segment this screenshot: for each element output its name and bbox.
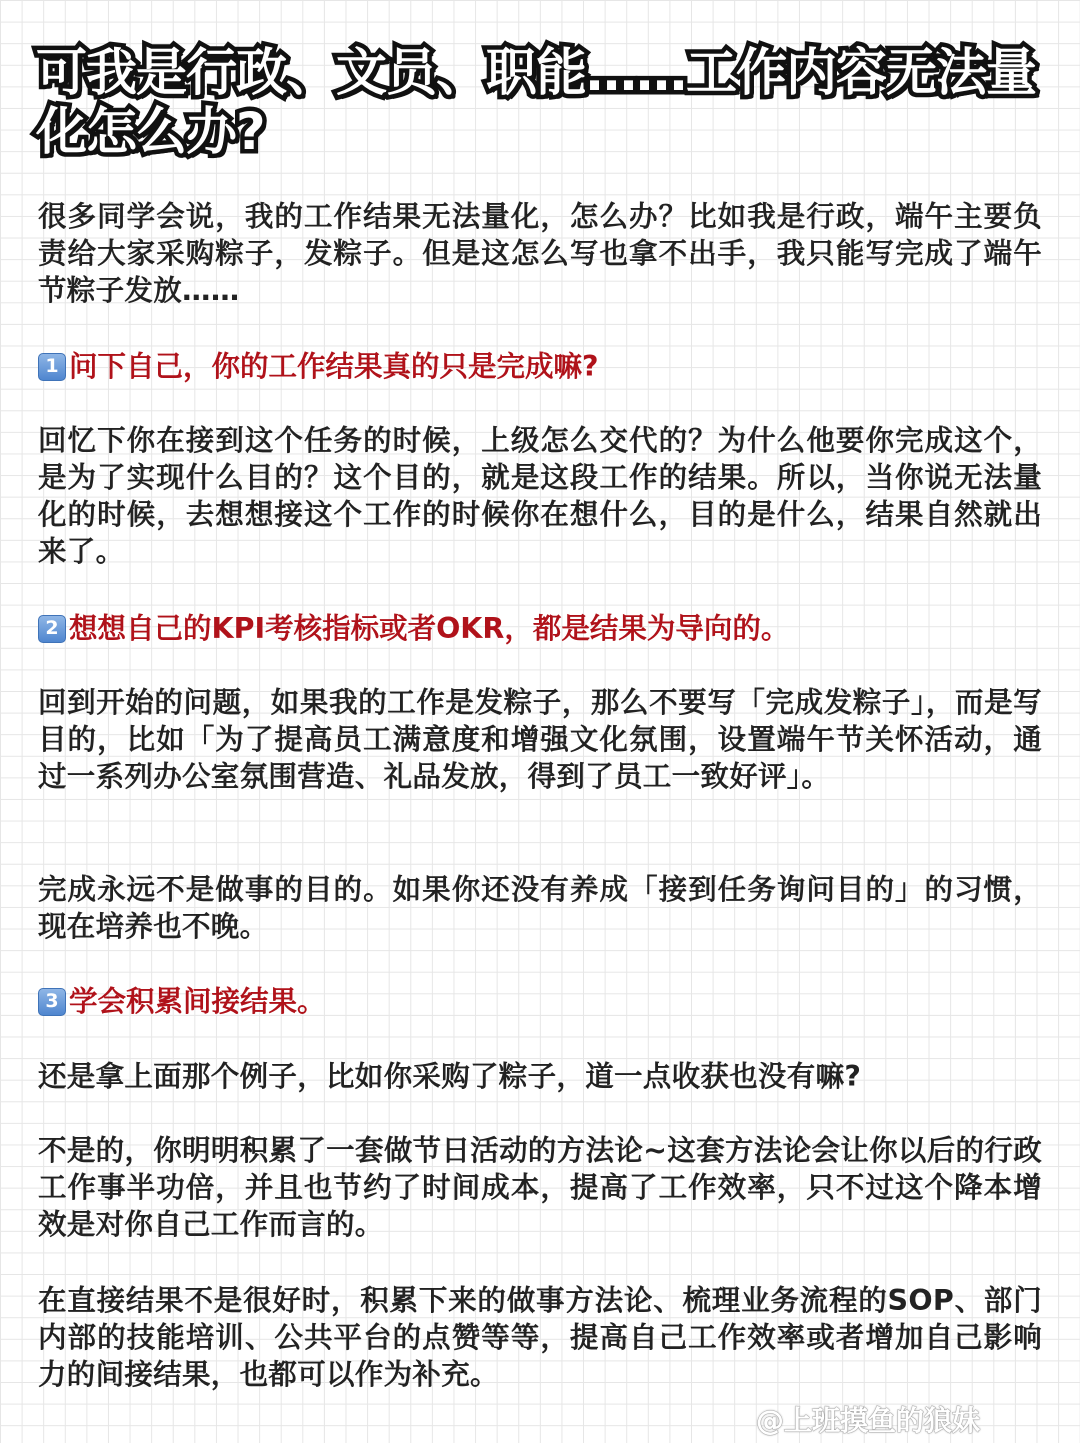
section-1-heading (38, 348, 1042, 385)
section-3-paragraph-1: 还是拿上面那个例子，比如你采购了粽子，道一点收获也没有嘛? (38, 1060, 862, 1093)
section-3-paragraph-2: 不是的，你明明积累了一套做节日活动的方法论~这套方法论会让你以后的行政工作事半功倍，并且也节约了时间成本，提高了工作效率，只不过这个降本增效是对你自己工作而言的。 (38, 1134, 1042, 1241)
page-title: 可我是行政、文员、职能……工作内容无法量化怎么办? (36, 44, 1037, 162)
section-3-heading (38, 983, 1042, 1020)
keycap-number-1-icon: 1 (38, 353, 66, 381)
section-3-paragraph-3: 在直接结果不是很好时，积累下来的做事方法论、梳理业务流程的SOP、部门内部的技能培训、公共平台的点赞等等，提高自己工作效率或者增加自己影响力的间接结果，也都可以作为补充。 (38, 1284, 1042, 1391)
section-2-heading (38, 610, 1042, 647)
section-1-paragraph-1: 回忆下你在接到这个任务的时候，上级怎么交代的？为什么他要你完成这个，是为了实现什么目的？这个目的，就是这段工作的结果。所以，当你说无法量化的时候，去想想接这个工作的时候你在想什么，目的是什么，结果自然就出来了。 (38, 424, 1042, 568)
section-3-heading-text: 学会积累间接结果。 (69, 985, 326, 1018)
section-2-paragraph-2: 完成永远不是做事的目的。如果你还没有养成「接到任务询问目的」的习惯，现在培养也不晚。 (38, 873, 1042, 943)
section-1-heading-text: 问下自己，你的工作结果真的只是完成嘛? (69, 350, 599, 383)
intro-paragraph: 很多同学会说，我的工作结果无法量化，怎么办？比如我是行政，端午主要负责给大家采购粽子，发粽子。但是这怎么写也拿不出手，我只能写完成了端午节粽子发放…… (38, 200, 1042, 307)
keycap-number-3-icon: 3 (38, 988, 66, 1016)
section-2-paragraph-1: 回到开始的问题，如果我的工作是发粽子，那么不要写「完成发粽子」，而是写目的，比如「为了提高员工满意度和增强文化氛围，设置端午节关怀活动，通过一系列办公室氛围营造、礼品发放，得到了员工一致好评」。 (38, 686, 1042, 793)
section-2-heading-text: 想想自己的KPI考核指标或者OKR，都是结果为导向的。 (69, 612, 790, 645)
keycap-number-2-icon: 2 (38, 615, 66, 643)
author-watermark: @上班摸鱼的狼妹 (756, 1404, 981, 1437)
